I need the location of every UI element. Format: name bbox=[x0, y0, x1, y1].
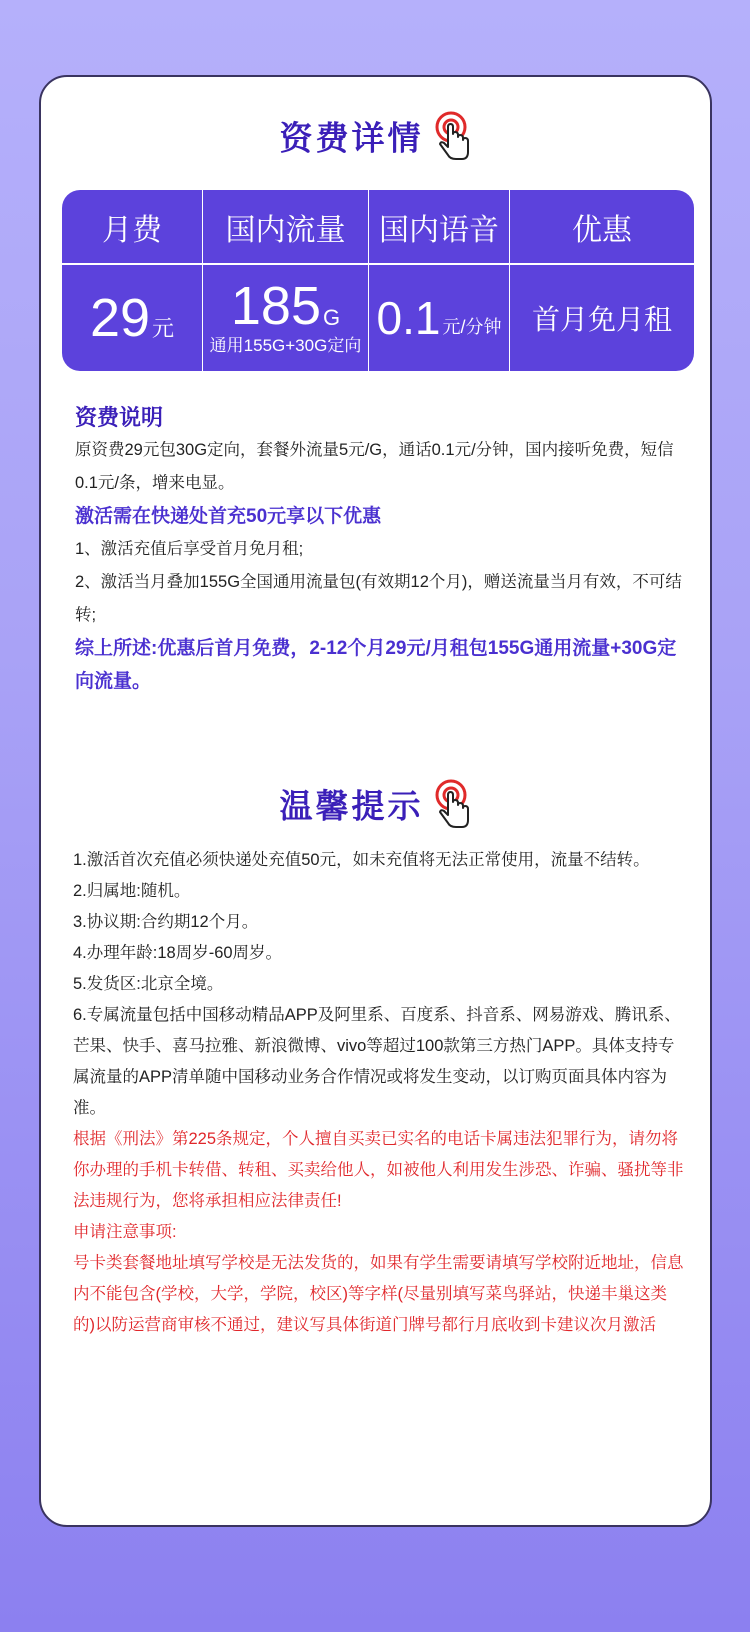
fee-header: 国内语音 bbox=[379, 213, 499, 247]
summary-text: 综上所述:优惠后首月免费，2-12个月29元/月租包155G通用流量+30G定向流量。 bbox=[75, 638, 677, 692]
hand-pointer-icon bbox=[434, 779, 472, 839]
tip-item: 2.归属地:随机。 bbox=[73, 882, 191, 900]
law-warning: 根据《刑法》第225条规定，个人擅自买卖已实名的电话卡属违法犯罪行为，请勿将你办理的手机卡转借、转租、买卖给他人，如被他人利用发生涉恐、诈骗、骚扰等非法违规行为，您将承担相应法律责任! bbox=[73, 1130, 684, 1210]
tip-item: 1.激活首次充值必须快递处充值50元，如未充值将无法正常使用，流量不结转。 bbox=[73, 851, 650, 869]
fee-table bbox=[62, 190, 694, 371]
voice-unit: 元/分钟 bbox=[442, 317, 502, 337]
notice-text: 号卡类套餐地址填写学校是无法发货的，如果有学生需要请填写学校附近地址，信息内不能包含(学校，大学，学院，校区)等字样(尽量别填写菜鸟驿站，快递丰巢这类的)以防运营商审核不通过，建议写具体街道门牌号都行月底收到卡建议次月激活 bbox=[73, 1254, 684, 1334]
data-unit: G bbox=[322, 305, 341, 330]
fee-title bbox=[41, 111, 710, 171]
data-note: 通用155G+30G定向 bbox=[209, 336, 362, 355]
fee-col-offer bbox=[510, 190, 694, 371]
fee-header: 国内流量 bbox=[225, 213, 346, 247]
voice-value: 0.1 bbox=[376, 292, 441, 344]
tips-list bbox=[73, 845, 688, 1341]
data-value: 185 bbox=[230, 276, 321, 336]
fee-col-monthly bbox=[62, 190, 202, 371]
activation-heading: 激活需在快递处首充50元享以下优惠 bbox=[75, 506, 382, 527]
monthly-value: 29 bbox=[89, 288, 151, 348]
fee-title-text: 资费详情 bbox=[279, 119, 424, 157]
fee-value bbox=[62, 265, 202, 371]
fee-value bbox=[369, 265, 509, 371]
tip-item: 3.协议期:合约期12个月。 bbox=[73, 913, 259, 931]
activation-item: 1、激活充值后享受首月免月租; bbox=[75, 540, 304, 558]
fee-value bbox=[510, 265, 694, 371]
fee-description bbox=[75, 402, 685, 698]
description-text: 原资费29元包30G定向，套餐外流量5元/G，通话0.1元/分钟，国内接听免费，短信0.1元/条，增来电显。 bbox=[75, 441, 674, 492]
tip-item: 5.发货区:北京全境。 bbox=[73, 975, 224, 993]
fee-col-data bbox=[203, 190, 368, 371]
tip-item: 4.办理年龄:18周岁-60周岁。 bbox=[73, 944, 283, 962]
tips-title bbox=[41, 779, 710, 839]
description-heading: 资费说明 bbox=[75, 405, 164, 430]
hand-pointer-icon bbox=[434, 111, 472, 171]
notice-heading: 申请注意事项: bbox=[73, 1223, 177, 1241]
fee-col-voice bbox=[369, 190, 509, 371]
tips-title-text: 温馨提示 bbox=[279, 787, 424, 825]
offer-value: 首月免月租 bbox=[531, 304, 672, 335]
fee-value bbox=[203, 265, 368, 371]
fee-header: 优惠 bbox=[572, 213, 632, 247]
fee-header: 月费 bbox=[102, 213, 162, 247]
fee-card bbox=[39, 75, 712, 1527]
tip-item: 6.专属流量包括中国移动精品APP及阿里系、百度系、抖音系、网易游戏、腾讯系、芒果、快手、喜马拉雅、新浪微博、vivo等超过100款第三方热门APP。具体支持专属流量的APP清单随中国移动业务合作情况或将发生变动，以订购页面具体内容为准。 bbox=[73, 1006, 681, 1117]
activation-item: 2、激活当月叠加155G全国通用流量包(有效期12个月)，赠送流量当月有效，不可结转; bbox=[75, 573, 682, 624]
monthly-unit: 元 bbox=[152, 316, 175, 341]
